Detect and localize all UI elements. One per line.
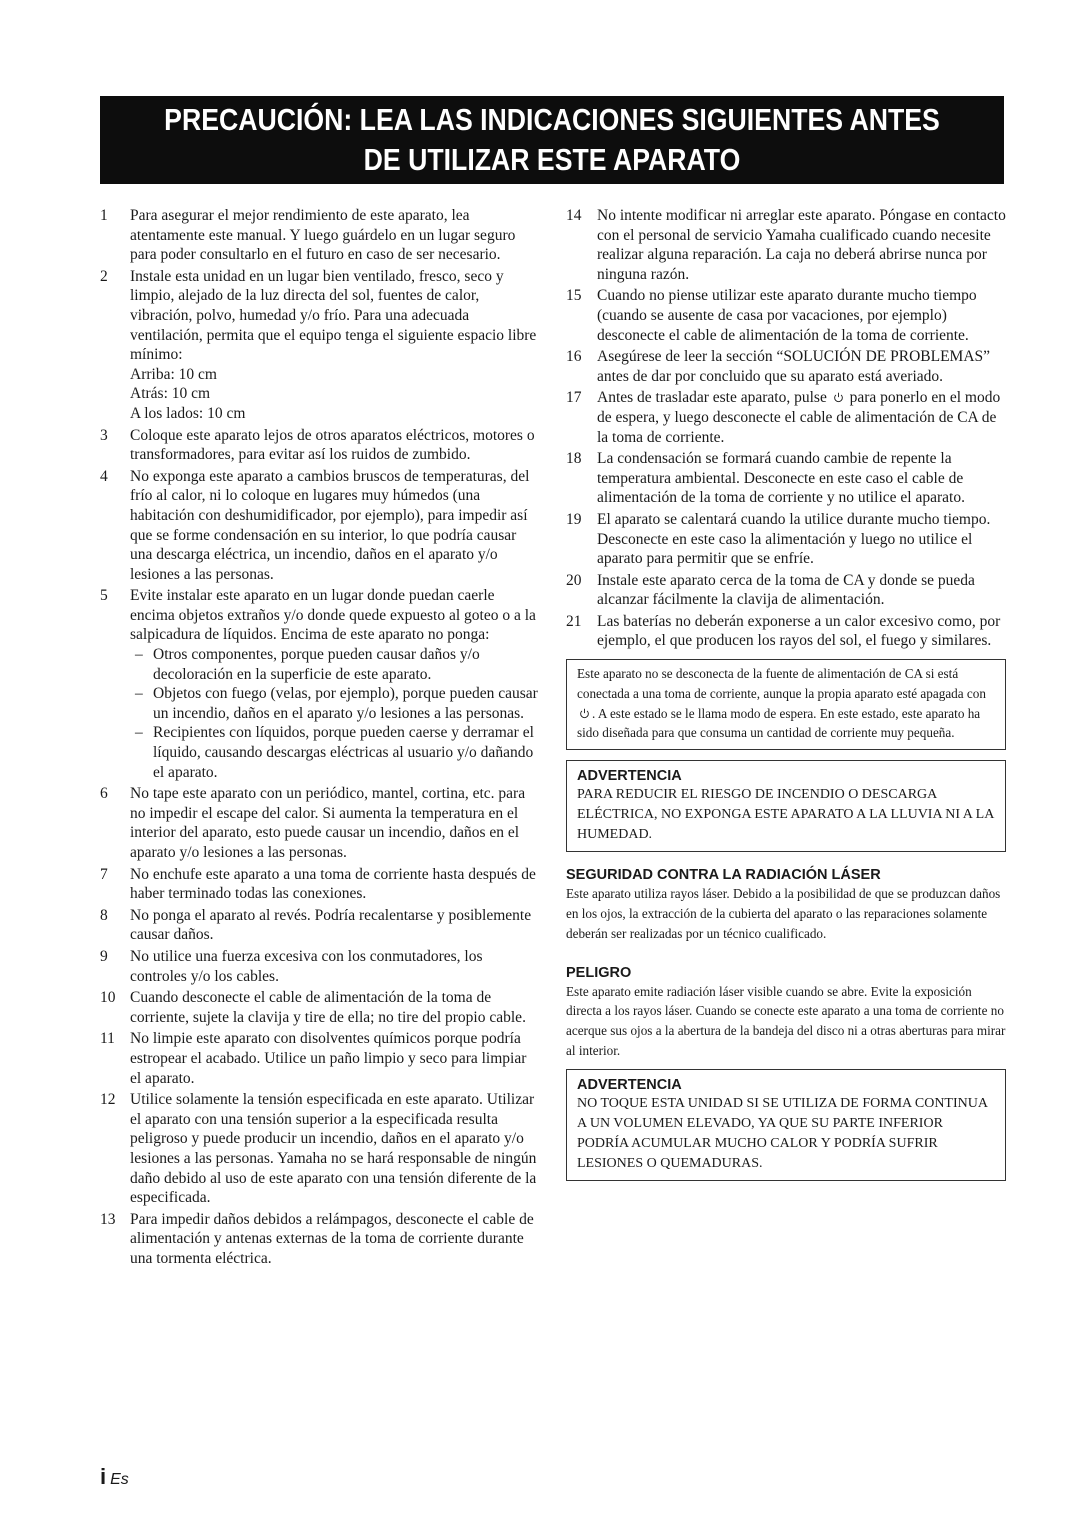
warning-heading: ADVERTENCIA — [577, 1076, 682, 1093]
list-item: 9 No utilice una fuerza excesiva con los conmutadores, los controles y/o los cables. — [100, 947, 483, 985]
list-item: 20 Instale este aparato cerca de la toma de CA y donde se pueda alcanzar fácilmente la clavija de alimentación. — [566, 571, 975, 609]
standby-note-box: Este aparato no se desconecta de la fuente de alimentación de CA si está conectada a una toma de corriente, aunque la propia aparato esté apagada con . A este estado se le llama modo de espera. En este estado, este aparato ha sido diseñada para que consuma un cantidad de corriente muy pequeña. — [566, 659, 1006, 750]
page-title-line-1: PRECAUCIÓN: LEA LAS INDICACIONES SIGUIENTES ANTES — [164, 102, 940, 137]
danger-text: Este aparato emite radiación láser visible cuando se abre. Evite la exposición directa a los rayos láser. Cuando se conecte este aparato a una toma de corriente no acerque sus ojos a la abertura de la bandeja del disco ni a otras aberturas para mirar al interior. — [566, 983, 1006, 1059]
warning-box-rain — [566, 760, 1006, 852]
page-title-banner — [100, 96, 1004, 184]
list-item: 2 Instale esta unidad en un lugar bien ventilado, fresco, seco y limpio, alejado de la luz directa del sol, fuentes de calor, vibración, polvo, humedad y/o frío. Para una adecuada ventilación, permita que el equipo tenga el siguiente espacio libre mínimo: Arriba: 10 cm Atrás: 10 cm A los lados: 10 cm — [100, 267, 540, 424]
power-icon — [833, 392, 844, 403]
list-item: 1 Para asegurar el mejor rendimiento de este aparato, lea atentamente este manual. Y luego guárdelo en un lugar seguro para poder consultarlo en el futuro en caso de ser necesario. — [100, 207, 516, 264]
power-icon — [579, 708, 590, 719]
left-column — [100, 206, 540, 1270]
language-code: Es — [110, 1471, 129, 1488]
laser-safety-heading: SEGURIDAD CONTRA LA RADIACIÓN LÁSER — [566, 867, 881, 884]
page-title-line-2: DE UTILIZAR ESTE APARATO — [363, 142, 741, 177]
warning-text: NO TOQUE ESTA UNIDAD SI SE UTILIZA DE FORMA CONTINUA A UN VOLUMEN ELEVADO, YA QUE SU PARTE INFERIOR PODRÍA ACUMULAR MUCHO CALOR Y PODRÍA SUFRIR LESIONES O QUEMADURAS. — [577, 1095, 988, 1171]
right-column — [566, 206, 1006, 1181]
list-item: 19 El aparato se calentará cuando la utilice durante mucho tiempo. Desconecte en este caso la alimentación y luego no utilice el aparato para permitir que se enfríe. — [566, 510, 991, 568]
page-number: i — [100, 1464, 107, 1489]
warning-text: PARA REDUCIR EL RIESGO DE INCENDIO O DESCARGA ELÉCTRICA, NO EXPONGA ESTE APARATO A LA LLUVIA NI A LA HUMEDAD. — [577, 787, 994, 843]
list-item: 4 No exponga este aparato a cambios bruscos de temperaturas, del frío al calor, ni lo coloque en lugares muy húmedos (una habitación con deshumidificador, por ejemplo), para impedir así que se forme condensación en su interior, lo que podría causar una descarga eléctrica, un incendio, daños en el aparato y/o lesiones a las personas. — [100, 467, 530, 583]
list-item: 13 Para impedir daños debidos a relámpagos, desconecte el cable de alimentación y antenas externas de la toma de corriente durante una tormenta eléctrica. — [100, 1210, 534, 1267]
sub-item: – Objetos con fuego (velas, por ejemplo), porque pueden causar un incendio, daños en el aparato y/o lesiones a las personas. — [135, 685, 538, 722]
sub-item: – Otros componentes, porque pueden causar daños y/o decoloración en la superficie de este aparato. — [135, 646, 480, 683]
list-item: 16 Asegúrese de leer la sección “SOLUCIÓN DE PROBLEMAS” antes de dar por concluido que su aparato está averiado. — [566, 348, 991, 385]
danger-heading: PELIGRO — [566, 964, 632, 981]
warning-box-heat — [566, 1069, 1006, 1181]
laser-safety-text: Este aparato utiliza rayos láser. Debido a la posibilidad de que se produzcan daños en los ojos, la extracción de la cubierta del aparato o las reparaciones solamente deberán ser realizadas por un técnico cualificado. — [566, 886, 1001, 941]
sub-item: – Recipientes con líquidos, porque pueden caerse y derramar el líquido, causando descargas eléctricas al usuario y/o dañando el aparato. — [135, 724, 534, 781]
list-item: 12 Utilice solamente la tensión especificada en este aparato. Utilizar el aparato con una tensión superior a la especificada resulta peligroso y puede producir un incendio, daños en el aparato y/o lesiones a las personas. Yamaha no se hará responsable de ningún daño debido al uso de este aparato con una tensión diferente de la especificada. — [100, 1091, 537, 1207]
list-item: 5 Evite instalar este aparato en un lugar donde puedan caerle encima objetos extraños y/o donde quede expuesto al goteo o a la salpicadura de líquidos. Encima de este aparato no ponga: – Otros componentes, porque pueden causar daños y/o decoloración en la superficie de este aparato. – Objetos con fuego (velas, por ejemplo), porque pueden causar un incendio, daños en el aparato y/o lesiones a las personas. – Recipientes con líquidos, porque pueden caerse y derramar el líquido, causando descargas eléctricas al usuario y/o dañando el aparato. — [100, 586, 540, 782]
list-item: 7 No enchufe este aparato a una toma de corriente hasta después de haber terminado todas las conexiones. — [100, 865, 536, 903]
clearance-sides: A los lados: 10 cm — [130, 404, 246, 422]
list-item: 10 Cuando desconecte el cable de alimentación de la toma de corriente, sujete la clavija y tire de ella; no tire del propio cable. — [100, 989, 526, 1026]
list-item: 11 No limpie este aparato con disolventes químicos porque podría estropear el acabado. Utilice un paño limpio y seco para limpiar el aparato. — [100, 1030, 527, 1087]
clearance-back: Atrás: 10 cm — [130, 385, 211, 403]
list-item: 6 No tape este aparato con un periódico, mantel, cortina, etc. para no impedir el escape del calor. Si aumenta la temperatura en el interior del aparato, esto puede causar un incendio, daños en el aparato y/o lesiones a las personas. — [100, 785, 526, 861]
page-footer — [100, 1464, 129, 1490]
list-item: 21 Las baterías no deberán exponerse a un calor excesivo como, por ejemplo, el que producen los rayos del sol, el fuego y similares. — [566, 612, 1001, 650]
list-item: 15 Cuando no piense utilizar este aparato durante mucho tiempo (cuando se ausente de casa por vacaciones, por ejemplo) desconecte el cable de alimentación de la toma de corriente. — [566, 287, 977, 344]
list-item: 14 No intente modificar ni arreglar este aparato. Póngase en contacto con el personal de servicio Yamaha cualificado cuando necesite realizar alguna reparación. La caja no deberá abrirse nunca por ninguna razón. — [566, 207, 1006, 283]
list-item: 17 Antes de trasladar este aparato, pulse para ponerlo en el modo de espera, y luego desconecte el cable de alimentación de CA de la toma de corriente. — [566, 389, 1001, 446]
list-item: 18 La condensación se formará cuando cambie de repente la temperatura ambiental. Desconecte en este caso el cable de alimentación de la toma de corriente y no utilice el aparato. — [566, 450, 965, 507]
list-item: 3 Coloque este aparato lejos de otros aparatos eléctricos, motores o transformadores, para evitar así los ruidos de zumbido. — [100, 426, 535, 464]
clearance-top: Arriba: 10 cm — [130, 365, 217, 383]
list-item: 8 No ponga el aparato al revés. Podría recalentarse y posiblemente causar daños. — [100, 906, 532, 944]
warning-heading: ADVERTENCIA — [577, 768, 682, 785]
